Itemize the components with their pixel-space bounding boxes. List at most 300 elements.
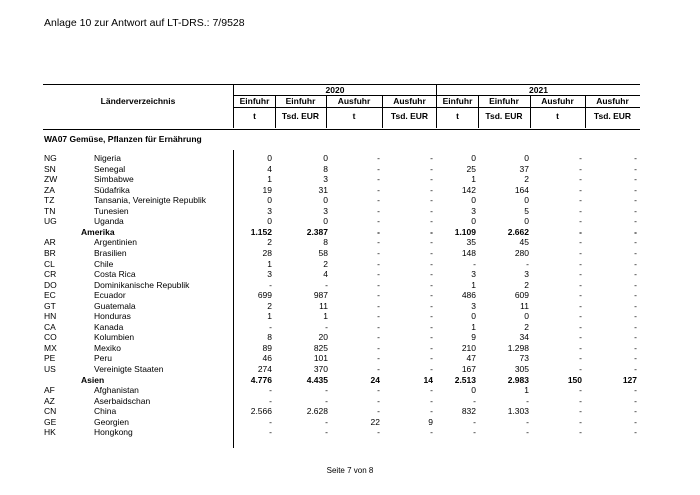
cell-value: - [377, 216, 380, 227]
cell-value: 2.983 [507, 374, 529, 385]
cell-value: 164 [514, 184, 529, 195]
cell-value: - [579, 163, 582, 174]
cell-value: 3 [267, 205, 272, 216]
country-code: UG [44, 216, 57, 227]
cell-value: - [377, 342, 380, 353]
cell-value: - [634, 163, 637, 174]
cell-value: - [634, 364, 637, 374]
cell-value: - [430, 269, 433, 280]
cell-value: - [634, 258, 637, 269]
cell-value: 150 [567, 374, 582, 385]
cell-value: 89 [262, 342, 272, 353]
country-name: Argentinien [94, 237, 138, 248]
country-code: GE [44, 416, 57, 427]
column-header: Einfuhr [489, 96, 519, 106]
unit-header: t [253, 111, 256, 121]
cell-value: 0 [323, 153, 328, 163]
subhead-right-line [437, 107, 640, 108]
cell-value: - [634, 269, 637, 280]
cell-value: 3 [323, 205, 328, 216]
cell-value: 832 [461, 406, 476, 417]
cell-value: 4 [323, 269, 328, 280]
cell-value: - [430, 406, 433, 417]
cell-value: 14 [423, 374, 433, 385]
table-row [0, 332, 700, 343]
cell-value: - [634, 321, 637, 332]
country-code: CO [44, 332, 57, 343]
region-name: Asien [81, 374, 105, 385]
cell-value: - [377, 226, 380, 237]
country-code: CL [44, 258, 55, 269]
cell-value: - [579, 237, 582, 248]
cell-value: 3 [267, 269, 272, 280]
cell-value: - [377, 195, 380, 206]
cell-value: - [377, 205, 380, 216]
cell-value: - [579, 247, 582, 258]
cell-value: 1 [267, 174, 272, 185]
table-row [0, 248, 700, 259]
table-row [0, 311, 700, 322]
cell-value: 0 [471, 385, 476, 396]
cell-value: 3 [471, 300, 476, 311]
cell-value: - [579, 226, 582, 237]
cell-value: - [430, 279, 433, 290]
country-code: CA [44, 321, 56, 332]
cell-value: 45 [519, 237, 529, 248]
table-row [0, 216, 700, 227]
cell-value: - [473, 427, 476, 438]
cell-value: - [430, 353, 433, 364]
cell-value: - [377, 321, 380, 332]
cell-value: - [579, 416, 582, 427]
cell-value: - [430, 205, 433, 216]
cell-value: - [377, 395, 380, 406]
cell-value: 5 [524, 205, 529, 216]
cell-value: 609 [514, 290, 529, 301]
country-name: Senegal [94, 163, 126, 174]
cell-value: - [430, 290, 433, 301]
cell-value: - [377, 174, 380, 185]
table-row [0, 396, 700, 407]
cell-value: - [430, 184, 433, 195]
cell-value: 20 [318, 332, 328, 343]
cell-value: - [430, 216, 433, 227]
cell-value: 9 [471, 332, 476, 343]
cell-value: - [430, 321, 433, 332]
cell-value: 825 [313, 342, 328, 353]
cell-value: - [377, 300, 380, 311]
cell-value: - [377, 237, 380, 248]
cell-value: - [579, 300, 582, 311]
cell-value: - [579, 406, 582, 417]
cell-value: 370 [313, 364, 328, 374]
cell-value: - [377, 332, 380, 343]
cell-value: 58 [318, 247, 328, 258]
cell-value: - [430, 427, 433, 438]
cell-value: 11 [319, 300, 328, 311]
column-header: Ausfuhr [337, 96, 371, 106]
unit-header: t [352, 111, 356, 121]
cell-value: - [269, 279, 272, 290]
country-name: Tunesien [94, 205, 129, 216]
cell-value: 0 [267, 216, 272, 227]
country-code: AR [44, 237, 56, 248]
cell-value: - [269, 427, 272, 438]
cell-value: - [430, 342, 433, 353]
cell-value: 3 [471, 205, 476, 216]
cell-value: - [325, 395, 328, 406]
cell-value: 0 [471, 311, 476, 322]
cell-value: 0 [267, 195, 272, 206]
unit-header: t [456, 111, 459, 121]
country-name: Aserbaidschan [94, 395, 151, 406]
cell-value: 2 [267, 237, 272, 248]
unit-header: Tsd. EUR [485, 111, 523, 121]
country-name: Chile [94, 258, 114, 269]
cell-value: - [430, 258, 433, 269]
table-row [0, 153, 700, 164]
cell-value: - [634, 195, 637, 206]
country-code: ZA [44, 184, 55, 195]
region-name: Amerika [81, 226, 115, 237]
cell-value: 1.152 [250, 226, 272, 237]
cell-value: - [377, 247, 380, 258]
table-row [0, 164, 700, 175]
cell-value: 2 [267, 300, 272, 311]
cell-value: 34 [519, 332, 529, 343]
cell-value: 4 [267, 163, 272, 174]
cell-value: 1 [471, 174, 476, 185]
cell-value: - [526, 427, 529, 438]
column-header: Einfuhr [285, 96, 316, 106]
country-name: Ecuador [94, 290, 126, 301]
cell-value: 1 [267, 311, 272, 322]
cell-value: 35 [466, 237, 476, 248]
cell-value: - [377, 163, 380, 174]
cell-value: - [473, 416, 476, 427]
cell-value: 1 [267, 258, 272, 269]
cell-value: - [377, 406, 380, 417]
cell-value: 8 [323, 163, 328, 174]
country-name: Simbabwe [94, 174, 134, 185]
country-code: ZW [44, 174, 58, 185]
cell-value: - [325, 321, 328, 332]
cell-value: - [579, 321, 582, 332]
cell-value: - [325, 416, 328, 427]
country-name: Brasilien [94, 247, 127, 258]
country-name: Afghanistan [94, 385, 139, 396]
table-row [0, 280, 700, 291]
cell-value: 2 [524, 321, 529, 332]
table-row [0, 353, 700, 364]
table-row [0, 406, 700, 417]
page-number: Seite 7 von 8 [326, 466, 374, 475]
column-header: Ausfuhr [393, 96, 426, 106]
cell-value: 148 [461, 247, 476, 258]
year-2020: 2020 [325, 85, 345, 95]
cell-value: - [430, 237, 433, 248]
cell-value: 0 [524, 153, 529, 163]
cell-value: 1.298 [507, 342, 529, 353]
cell-value: - [579, 153, 582, 163]
cell-value: 2.662 [507, 226, 529, 237]
country-code: SN [44, 163, 56, 174]
cell-value: 0 [524, 195, 529, 206]
cell-value: - [473, 258, 476, 269]
cell-value: - [430, 174, 433, 185]
cell-value: 2 [323, 258, 328, 269]
cell-value: 1 [323, 311, 328, 322]
cell-value: 8 [323, 237, 328, 248]
cell-value: - [634, 427, 637, 438]
table-row [0, 301, 700, 312]
cell-value: - [634, 311, 637, 322]
cell-value: - [430, 163, 433, 174]
cell-value: - [579, 184, 582, 195]
cell-value: - [634, 174, 637, 185]
cell-value: 0 [323, 195, 328, 206]
cell-value: - [377, 279, 380, 290]
cell-value: - [377, 269, 380, 280]
cell-value: 0 [267, 153, 272, 163]
cell-value: - [579, 205, 582, 216]
table-row [0, 364, 700, 375]
cell-value: - [430, 311, 433, 322]
cell-value: - [634, 406, 637, 417]
cell-value: - [430, 300, 433, 311]
cell-value: - [634, 153, 637, 163]
cell-value: 4.776 [250, 374, 272, 385]
cell-value: 73 [519, 353, 529, 364]
cell-value: 46 [262, 353, 272, 364]
cell-value: 3 [323, 174, 328, 185]
country-code: AZ [44, 395, 55, 406]
country-code: MX [44, 342, 57, 353]
cell-value: - [579, 427, 582, 438]
cell-value: 305 [514, 364, 529, 374]
country-code: PE [44, 353, 56, 364]
country-name: Kanada [94, 321, 124, 332]
cell-value: 0 [524, 311, 529, 322]
cell-value: - [634, 353, 637, 364]
cell-value: - [377, 353, 380, 364]
cell-value: 19 [262, 184, 272, 195]
cell-value: - [579, 290, 582, 301]
table-row [0, 269, 700, 280]
cell-value: - [634, 279, 637, 290]
country-name: China [94, 406, 117, 417]
country-code: CR [44, 269, 57, 280]
document-header: Anlage 10 zur Antwort auf LT-DRS.: 7/9528 [44, 17, 245, 29]
cell-value: 1 [471, 321, 476, 332]
column-header: Einfuhr [442, 96, 473, 106]
country-code: US [44, 364, 56, 374]
cell-value: 0 [524, 216, 529, 227]
cell-value: 127 [622, 374, 637, 385]
cell-value: - [377, 290, 380, 301]
cell-value: 3 [524, 269, 529, 280]
cell-value: 1 [524, 385, 529, 396]
cell-value: 37 [519, 163, 529, 174]
cell-value: - [377, 184, 380, 195]
cell-value: 699 [257, 290, 272, 301]
table-row [0, 385, 700, 396]
country-code: BR [44, 247, 56, 258]
country-name: Costa Rica [94, 269, 136, 280]
cell-value: 2 [524, 279, 529, 290]
cell-value: - [634, 332, 637, 343]
cell-value: - [634, 247, 637, 258]
table-row [0, 259, 700, 270]
country-name: Südafrika [94, 184, 130, 195]
country-code: TN [44, 205, 56, 216]
cell-value: 3 [471, 269, 476, 280]
country-name: Vereinigte Staaten [94, 364, 164, 374]
cell-value: - [430, 385, 433, 396]
cell-value: - [634, 342, 637, 353]
cell-value: - [526, 258, 529, 269]
cell-value: 25 [466, 163, 476, 174]
cell-value: - [634, 205, 637, 216]
cell-value: - [377, 153, 380, 163]
cell-value: 1.109 [454, 226, 476, 237]
cell-value: - [579, 342, 582, 353]
directory-label: Länderverzeichnis [100, 96, 176, 106]
country-name: Dominikanische Republik [94, 279, 190, 290]
column-header: Ausfuhr [596, 96, 629, 106]
cell-value: - [430, 153, 433, 163]
country-name: Peru [94, 353, 112, 364]
cell-value: - [377, 364, 380, 374]
subhead-left-line [234, 107, 436, 108]
cell-value: 0 [471, 153, 476, 163]
cell-value: - [634, 290, 637, 301]
cell-value: 9 [428, 416, 433, 427]
table-row [0, 237, 700, 248]
cell-value: 2 [524, 174, 529, 185]
cell-value: - [430, 247, 433, 258]
cell-value: - [269, 321, 272, 332]
country-name: Kolumbien [94, 332, 135, 343]
cell-value: - [579, 385, 582, 396]
cell-value: - [473, 395, 476, 406]
cell-value: - [634, 395, 637, 406]
country-code: TZ [44, 195, 55, 206]
cell-value: - [579, 269, 582, 280]
cell-value: - [377, 311, 380, 322]
country-name: Mexiko [94, 342, 121, 353]
country-name: Hongkong [94, 427, 133, 438]
table-row [0, 417, 700, 428]
cell-value: - [579, 364, 582, 374]
country-code: DO [44, 279, 57, 290]
cell-value: 47 [466, 353, 476, 364]
cell-value: 2.566 [250, 406, 272, 417]
cell-value: 486 [461, 290, 476, 301]
cell-value: - [269, 385, 272, 396]
table-row [0, 195, 700, 206]
country-name: Honduras [94, 311, 131, 322]
column-header: Einfuhr [239, 96, 270, 106]
unit-header: Tsd. EUR [390, 111, 429, 121]
cell-value: 22 [370, 416, 380, 427]
cell-value: 0 [471, 216, 476, 227]
cell-value: - [269, 395, 272, 406]
unit-header: t [556, 111, 559, 121]
column-header: Ausfuhr [541, 96, 574, 106]
country-code: GT [44, 300, 56, 311]
table-row [0, 290, 700, 301]
cell-value: 2.387 [306, 226, 328, 237]
cell-value: - [634, 385, 637, 396]
cell-value: - [634, 216, 637, 227]
cell-value: - [634, 416, 637, 427]
cell-value: - [579, 332, 582, 343]
cell-value: - [579, 216, 582, 227]
cell-value: - [634, 184, 637, 195]
cell-value: 210 [461, 342, 476, 353]
unit-header: Tsd. EUR [281, 111, 320, 121]
country-name: Uganda [94, 216, 124, 227]
cell-value: - [634, 237, 637, 248]
table-row [0, 206, 700, 217]
cell-value: - [526, 416, 529, 427]
cell-value: 0 [323, 216, 328, 227]
country-name: Georgien [94, 416, 129, 427]
country-code: HN [44, 311, 57, 322]
cell-value: - [634, 226, 637, 237]
cell-value: 274 [257, 364, 272, 374]
cell-value: 8 [267, 332, 272, 343]
region-total-row [0, 375, 700, 386]
cell-value: 2.513 [454, 374, 476, 385]
cell-value: - [430, 364, 433, 374]
cell-value: - [377, 385, 380, 396]
table-row [0, 427, 700, 438]
country-name: Tansania, Vereinigte Republik [94, 195, 206, 206]
cell-value: 142 [461, 184, 476, 195]
cell-value: - [325, 385, 328, 396]
cell-value: - [430, 395, 433, 406]
table-row [0, 185, 700, 196]
cell-value: - [269, 416, 272, 427]
country-code: EC [44, 290, 56, 301]
cell-value: 24 [370, 374, 380, 385]
cell-value: - [579, 174, 582, 185]
cell-value: - [377, 427, 380, 438]
cell-value: 1.303 [507, 406, 529, 417]
cell-value: - [579, 279, 582, 290]
cell-value: 4.435 [306, 374, 328, 385]
cell-value: - [325, 427, 328, 438]
section-title: WA07 Gemüse, Pflanzen für Ernährung [44, 134, 202, 144]
region-total-row [0, 227, 700, 238]
cell-value: - [430, 332, 433, 343]
table-row [0, 343, 700, 354]
cell-value: - [579, 395, 582, 406]
country-name: Nigeria [94, 153, 121, 163]
cell-value: - [325, 279, 328, 290]
country-code: AF [44, 385, 55, 396]
cell-value: 280 [514, 247, 529, 258]
cell-value: - [579, 195, 582, 206]
country-code: NG [44, 153, 57, 163]
cell-value: - [634, 300, 637, 311]
table-row [0, 174, 700, 185]
cell-value: 28 [262, 247, 272, 258]
country-name: Guatemala [94, 300, 136, 311]
country-code: HK [44, 427, 56, 438]
